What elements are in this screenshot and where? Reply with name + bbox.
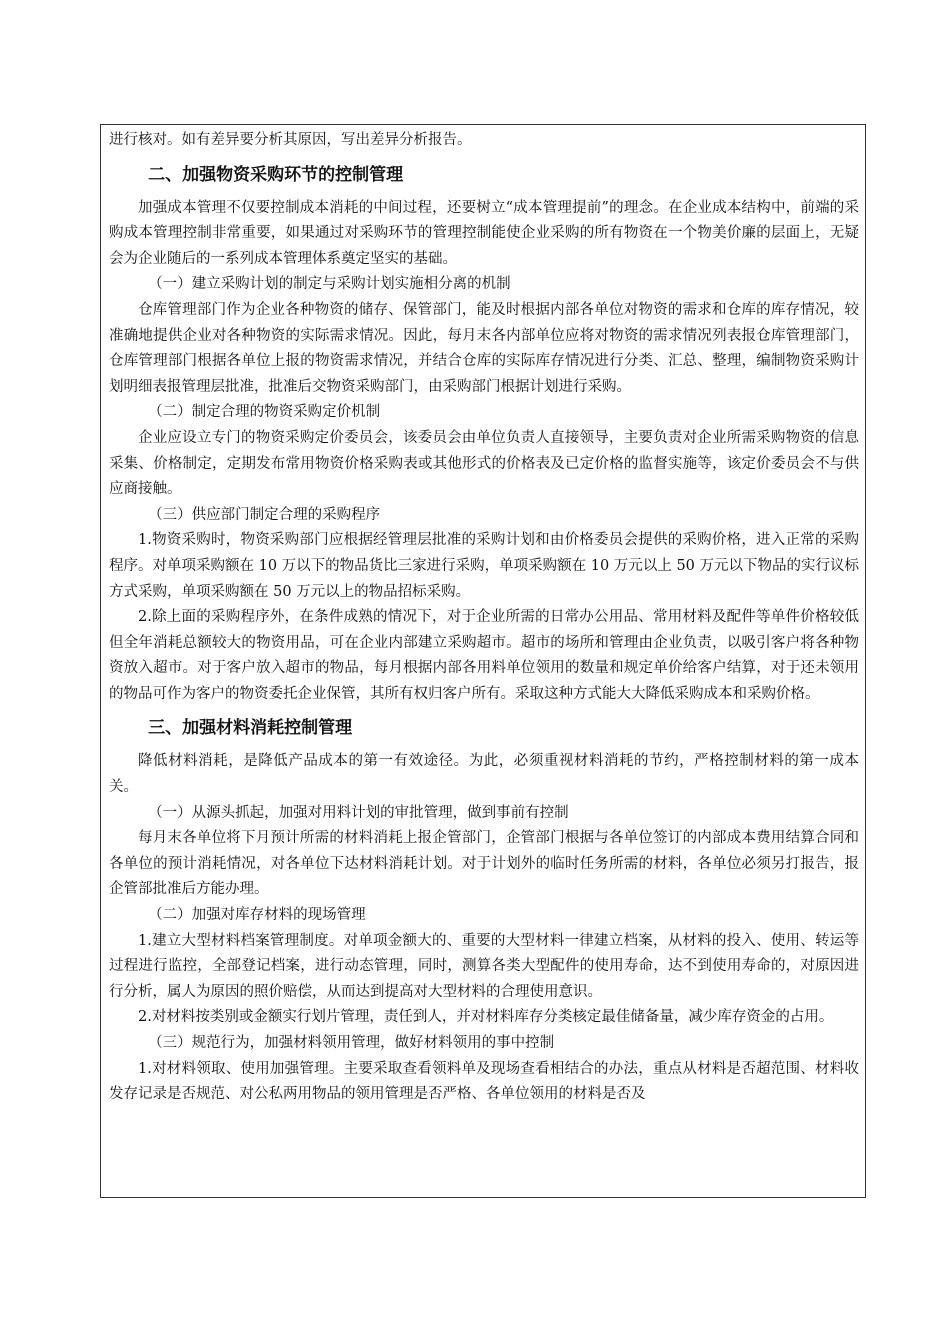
paragraph: 1.对材料领取、使用加强管理。主要采取查看领料单及现场查看相结合的办法，重点从材料是否超范围、材料收发存记录是否规范、对公私两用物品的领用管理是否严格、各单位领用的材料是否及: [109, 1060, 859, 1103]
section-heading-2: 二、加强物资采购环节的控制管理: [148, 164, 404, 185]
paragraph: 加强成本管理不仅要控制成本消耗的中间过程，还要树立“成本管理提前”的理念。在企业成本结构中，前端的采购成本管理控制非常重要，如果通过对采购环节的管理控制能使企业采购的所有物资在一个物美价廉的层面上，无疑会为企业随后的一系列成本管理体系奠定坚实的基础。: [109, 199, 859, 267]
subsection-heading: （二）加强对库存材料的现场管理: [148, 907, 366, 924]
section-heading-3: 三、加强材料消耗控制管理: [148, 718, 353, 739]
paragraph: 2.除上面的采购程序外，在条件成熟的情况下，对于企业所需的日常办公用品、常用材料及配件等单件价格较低但全年消耗总额较大的物资用品，可在企业内部建立采购超市。超市的场所和管理由企业负责，以吸引客户将各种物资放入超市。对于客户放入超市的物品，每月根据内部各用料单位领用的数量和规定单价给客户结算，对于还未领用的物品可作为客户的物资委托企业保管，其所有权归客户所有。采取这种方式能大大降低采购成本和采购价格。: [109, 609, 859, 702]
subsection-heading: （三）供应部门制定合理的采购程序: [148, 506, 381, 523]
subsection-heading: （一）从源头抓起，加强对用料计划的审批管理，做到事前有控制: [148, 804, 569, 821]
paragraph: 1.建立大型材料档案管理制度。对单项金额大的、重要的大型材料一律建立档案，从材料的投入、使用、转运等过程进行监控，全部登记档案，进行动态管理，同时，测算各类大型配件的使用寿命，达不到使用寿命的，对原因进行分析，属人为原因的照价赔偿，从而达到提高对大型材料的合理使用意识。: [109, 932, 859, 1000]
document-body: [109, 128, 859, 1108]
paragraph: 2.对材料按类别或金额实行划片管理，责任到人，并对材料库存分类核定最佳储备量，减少库存资金的占用。: [138, 1009, 834, 1026]
paragraph: 降低材料消耗，是降低产品成本的第一有效途径。为此，必须重视材料消耗的节约，严格控制材料的第一成本关。: [109, 753, 859, 796]
subsection-heading: （二）制定合理的物资采购定价机制: [148, 404, 381, 421]
paragraph: 每月末各单位将下月预计所需的材料消耗上报企管部门，企管部门根据与各单位签订的内部成本费用结算合同和各单位的预计消耗情况，对各单位下达材料消耗计划。对于计划外的临时任务所需的材料，各单位必须另打报告，报企管部批准后方能办理。: [109, 830, 859, 898]
paragraph: 1.物资采购时，物资采购部门应根据经管理层批准的采购计划和由价格委员会提供的采购价格，进入正常的采购程序。对单项采购额在 10 万以下的物品货比三家进行采购，单项采购额在 10 万元以上 50 万元以下物品的实行议标方式采购，单项采购额在 50 万元以上的物品招标采购。: [109, 532, 860, 600]
paragraph-continuation: 进行核对。如有差异要分析其原因，写出差异分析报告。: [109, 132, 472, 148]
document-table-cell: [100, 124, 866, 1198]
paragraph: 仓库管理部门作为企业各种物资的储存、保管部门，能及时根据内部各单位对物资的需求和仓库的库存情况，较准确地提供企业对各种物资的实际需求情况。因此，每月末各内部单位应将对物资的需求情况列表报仓库管理部门，仓库管理部门根据各单位上报的物资需求情况，并结合仓库的实际库存情况进行分类、汇总、整理，编制物资采购计划明细表报管理层批准，批准后交物资采购部门，由采购部门根据计划进行采购。: [109, 301, 859, 395]
subsection-heading: （三）规范行为，加强材料领用管理，做好材料领用的事中控制: [148, 1035, 555, 1051]
subsection-heading: （一）建立采购计划的制定与采购计划实施相分离的机制: [148, 276, 511, 293]
paragraph: 企业应设立专门的物资采购定价委员会，该委员会由单位负责人直接领导，主要负责对企业所需采购物资的信息采集、价格制定，定期发布常用物资价格采购表或其他形式的价格表及已定价格的监督实施等，该定价委员会不与供应商接触。: [109, 429, 859, 498]
